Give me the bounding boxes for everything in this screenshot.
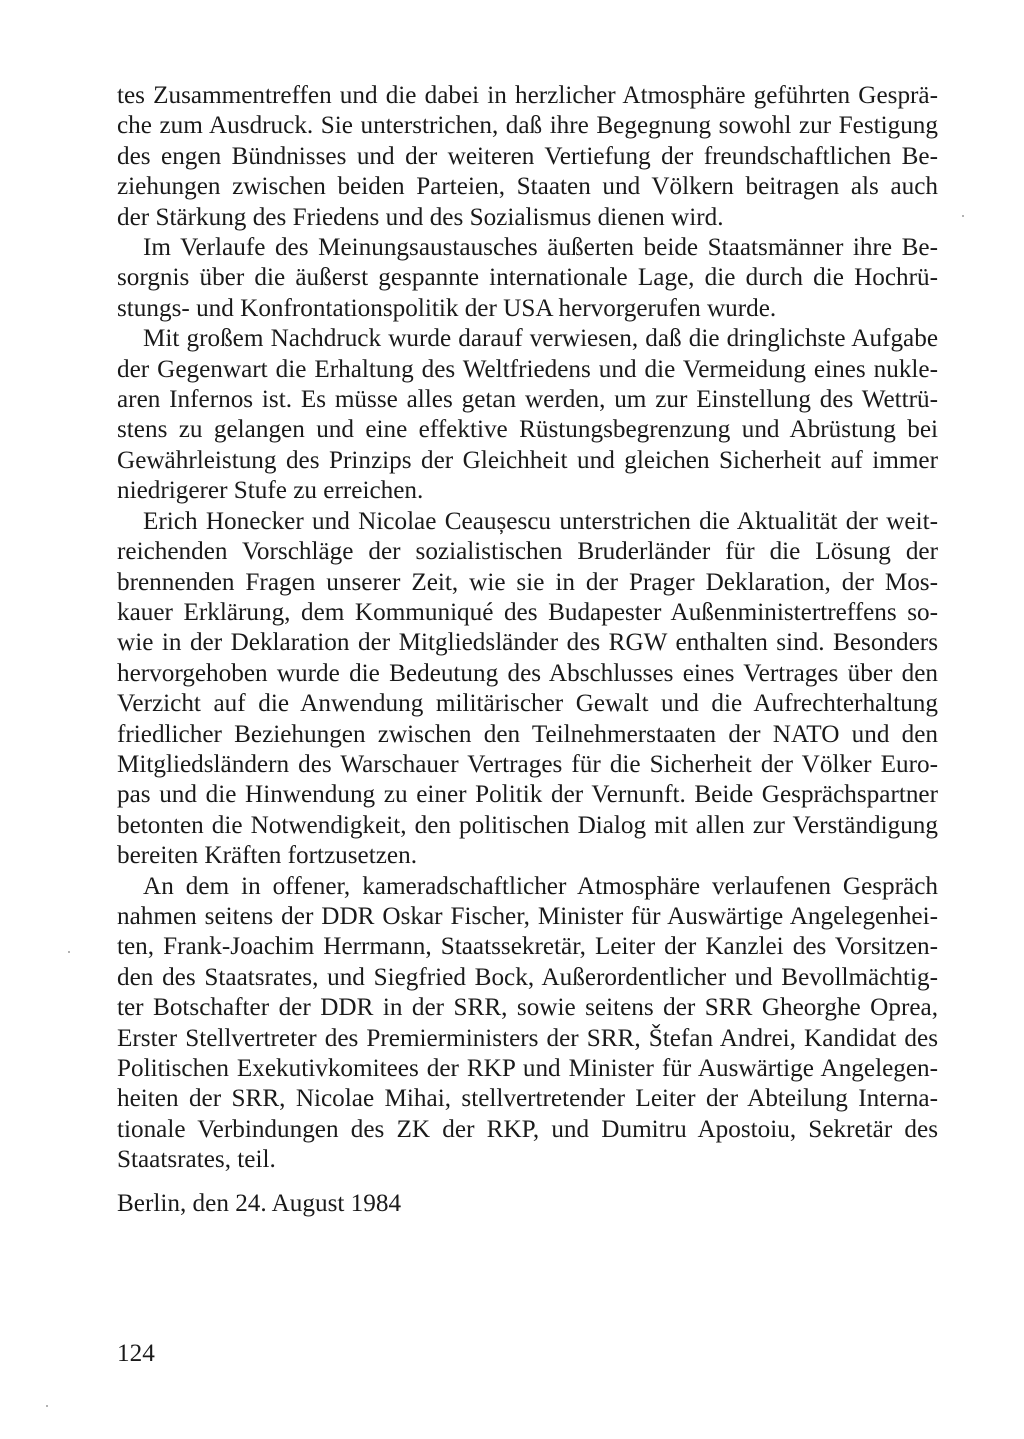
- text-line: sorgnis über die äußerst gespannte internationale Lage, die durch die Hochrü-: [117, 264, 938, 292]
- text-line: hervorgehoben wurde die Bedeutung des Abschlusses eines Vertrages über den: [117, 659, 938, 687]
- text-line: der Stärkung des Friedens und des Sozialismus dienen wird.: [117, 203, 724, 231]
- text-line: den des Staatsrates, und Siegfried Bock, Außerordentlicher und Bevollmächtig-: [117, 963, 938, 991]
- text-line: ziehungen zwischen beiden Parteien, Staaten und Völkern beitragen als auch: [117, 173, 938, 201]
- paragraph: [117, 872, 938, 1176]
- text-line: heiten der SRR, Nicolae Mihai, stellvertretender Leiter der Abteilung Interna-: [117, 1085, 938, 1113]
- paragraph: [117, 233, 938, 324]
- text-line: kauer Erklärung, dem Kommuniqué des Budapester Außenministertreffens so-: [117, 598, 938, 626]
- text-line: reichenden Vorschläge der sozialistischen Bruderländer für die Lösung der: [117, 538, 938, 566]
- text-line: tes Zusammentreffen und die dabei in herzlicher Atmosphäre geführten Gesprä-: [117, 82, 938, 109]
- text-line: bereiten Kräften fortzusetzen.: [117, 842, 417, 870]
- text-line: che zum Ausdruck. Sie unterstrichen, daß ihre Begegnung sowohl zur Festigung: [117, 112, 938, 140]
- text-line: nahmen seitens der DDR Oskar Fischer, Minister für Auswärtige Angelegenhei-: [117, 902, 938, 930]
- text-line: der Gegenwart die Erhaltung des Weltfriedens und die Vermeidung eines nukle-: [117, 355, 938, 383]
- text-line: Mitgliedsländern des Warschauer Vertrages für die Sicherheit der Völker Euro-: [117, 750, 938, 778]
- text-line: stungs- und Konfrontationspolitik der USA hervorgerufen wurde.: [117, 294, 777, 322]
- text-line: Gewährleistung des Prinzips der Gleichheit und gleichen Sicherheit auf immer: [117, 446, 938, 474]
- text-line: niedrigerer Stufe zu erreichen.: [117, 477, 424, 505]
- text-line: Verzicht auf die Anwendung militärischer Gewalt und die Aufrechterhaltung: [117, 690, 938, 718]
- scan-speck: [46, 1405, 48, 1407]
- text-line: pas und die Hinwendung zu einer Politik der Vernunft. Beide Gesprächspartner: [117, 781, 938, 809]
- text-line: Im Verlaufe des Meinungsaustausches äußerten beide Staatsmänner ihre Be-: [143, 234, 938, 262]
- text-line: ter Botschafter der DDR in der SRR, sowie seitens der SRR Gheorghe Oprea,: [117, 994, 938, 1022]
- paragraph: [117, 507, 938, 872]
- text-line: des engen Bündnisses und der weiteren Vertiefung der freundschaftlichen Be-: [117, 142, 938, 170]
- text-line: aren Infernos ist. Es müsse alles getan werden, um zur Einstellung des Wettrü-: [117, 386, 938, 414]
- text-line: Staatsrates, teil.: [117, 1146, 276, 1174]
- paragraph: [117, 81, 938, 233]
- text-line: tionale Verbindungen des ZK der RKP, und Dumitru Apostoiu, Sekretär des: [117, 1115, 938, 1143]
- text-line: ten, Frank-Joachim Herrmann, Staatssekretär, Leiter der Kanzlei des Vorsitzen-: [117, 933, 938, 961]
- text-line: stens zu gelangen und eine effektive Rüstungsbegrenzung und Abrüstung bei: [117, 416, 938, 444]
- text-line: Erich Honecker und Nicolae Ceaușescu unterstrichen die Aktualität der weit-: [143, 507, 938, 535]
- scan-speck: [962, 215, 964, 217]
- text-line: brennenden Fragen unserer Zeit, wie sie in der Prager Deklaration, der Mos-: [117, 568, 938, 596]
- paragraph: [117, 324, 938, 506]
- dateline: Berlin, den 24. August 1984: [117, 1190, 402, 1217]
- text-line: Mit großem Nachdruck wurde darauf verwiesen, daß die dringlichste Aufgabe: [143, 325, 938, 353]
- text-line: Politischen Exekutivkomitees der RKP und Minister für Auswärtige Angelegen-: [117, 1055, 938, 1082]
- text-line: An dem in offener, kameradschaftlicher Atmosphäre verlaufenen Gespräch: [143, 872, 938, 900]
- text-line: friedlicher Beziehungen zwischen den Teilnehmerstaaten der NATO und den: [117, 720, 938, 748]
- body-text: [117, 81, 938, 1176]
- scan-speck: [68, 951, 70, 953]
- text-line: Erster Stellvertreter des Premierministers der SRR, Štefan Andrei, Kandidat des: [117, 1024, 938, 1052]
- page-number: 124: [117, 1340, 155, 1367]
- text-line: betonten die Notwendigkeit, den politischen Dialog mit allen zur Verständigung: [117, 811, 938, 839]
- text-line: wie in der Deklaration der Mitgliedsländer des RGW enthalten sind. Besonders: [117, 629, 938, 657]
